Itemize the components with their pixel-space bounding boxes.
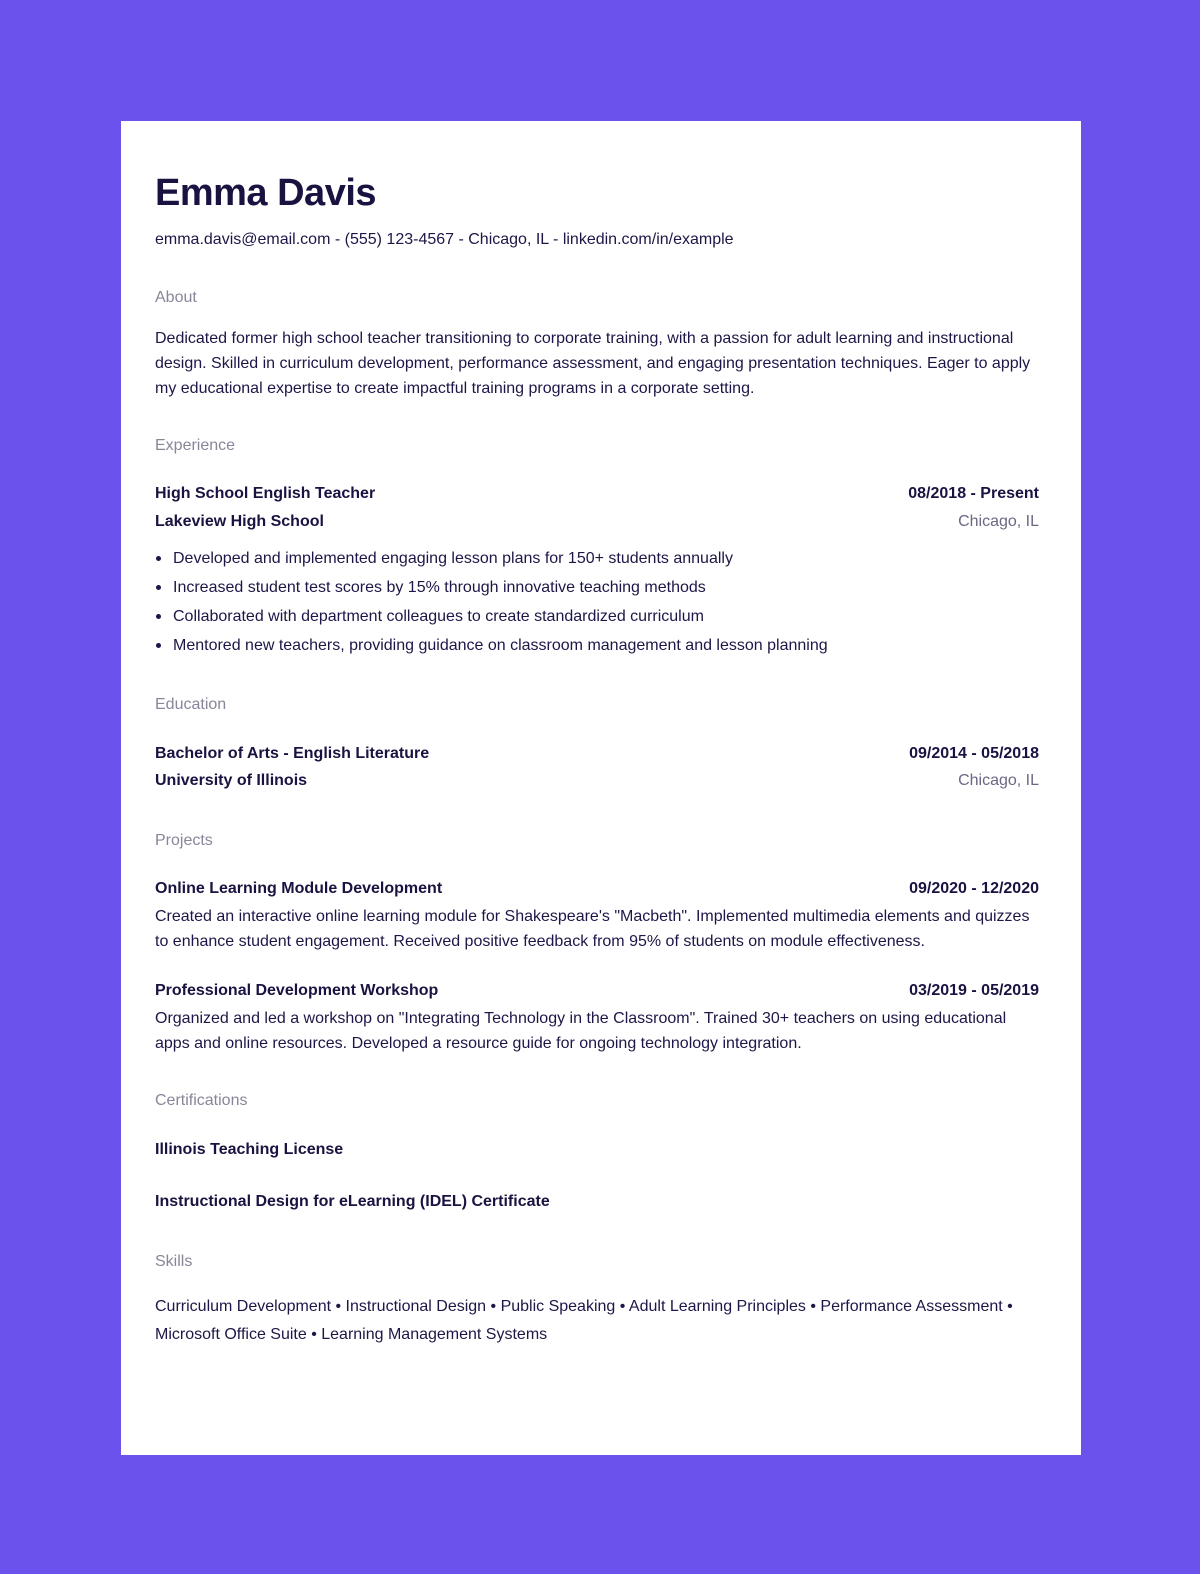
- experience-heading: Experience: [155, 437, 236, 454]
- project-description: Organized and led a workshop on "Integrating Technology in the Classroom". Trained 30+ teachers on using educational apps and online resources. Developed a resource guide for ongoing technology integration.: [155, 1010, 1007, 1052]
- certification-item: Instructional Design for eLearning (IDEL) Certificate: [155, 1193, 550, 1210]
- project-title: Professional Development Workshop: [155, 982, 439, 999]
- education-school-row: [155, 770, 1039, 792]
- school-location: Chicago, IL: [958, 772, 1039, 789]
- experience-org-row: [155, 511, 1039, 533]
- degree-title: Bachelor of Arts - English Literature: [155, 745, 430, 762]
- skills-list: Curriculum Development • Instructional Design • Public Speaking • Adult Learning Principles • Performance Assessment • Microsoft Office Suite • Learning Management Systems: [155, 1298, 1013, 1343]
- list-item: Developed and implemented engaging lesson plans for 150+ students annually: [155, 544, 1039, 573]
- resume-page: [121, 121, 1081, 1455]
- skills-heading: Skills: [155, 1253, 193, 1270]
- job-title: High School English Teacher: [155, 485, 376, 502]
- education-heading: Education: [155, 696, 227, 713]
- experience-title-row: [155, 483, 1039, 505]
- education-entry: [155, 743, 1039, 792]
- project-dates: 09/2020 - 12/2020: [909, 880, 1039, 897]
- education-dates: 09/2014 - 05/2018: [909, 745, 1039, 762]
- job-location: Chicago, IL: [958, 513, 1039, 530]
- project-title-row: [155, 878, 1039, 900]
- job-dates: 08/2018 - Present: [908, 485, 1039, 502]
- school-name: University of Illinois: [155, 772, 308, 789]
- list-item: Mentored new teachers, providing guidance on classroom management and lesson planning: [155, 631, 1039, 660]
- projects-heading: Projects: [155, 832, 213, 849]
- certification-item: Illinois Teaching License: [155, 1141, 344, 1158]
- certifications-heading: Certifications: [155, 1092, 248, 1109]
- contact-line: emma.davis@email.com - (555) 123-4567 - Chicago, IL - linkedin.com/in/example: [155, 231, 734, 248]
- about-text: Dedicated former high school teacher transitioning to corporate training, with a passion for adult learning and instructional design. Skilled in curriculum development, performance assessment, and engaging presentation techniques. Eager to apply my educational expertise to create impactful training programs in a corporate setting.: [155, 330, 1031, 397]
- project-entry: [155, 980, 1039, 1056]
- job-organization: Lakeview High School: [155, 513, 324, 530]
- project-title: Online Learning Module Development: [155, 880, 443, 897]
- education-title-row: [155, 743, 1039, 765]
- project-description: Created an interactive online learning module for Shakespeare's "Macbeth". Implemented multimedia elements and quizzes to enhance student engagement. Received positive feedback from 95% of students on module effectiveness.: [155, 908, 1030, 950]
- project-entry: [155, 878, 1039, 954]
- project-title-row: [155, 980, 1039, 1002]
- project-dates: 03/2019 - 05/2019: [909, 982, 1039, 999]
- about-heading: About: [155, 289, 197, 306]
- job-bullet-list: [155, 544, 1039, 660]
- list-item: Increased student test scores by 15% through innovative teaching methods: [155, 573, 1039, 602]
- experience-entry: [155, 483, 1039, 660]
- list-item: Collaborated with department colleagues to create standardized curriculum: [155, 602, 1039, 631]
- candidate-name: Emma Davis: [155, 172, 377, 214]
